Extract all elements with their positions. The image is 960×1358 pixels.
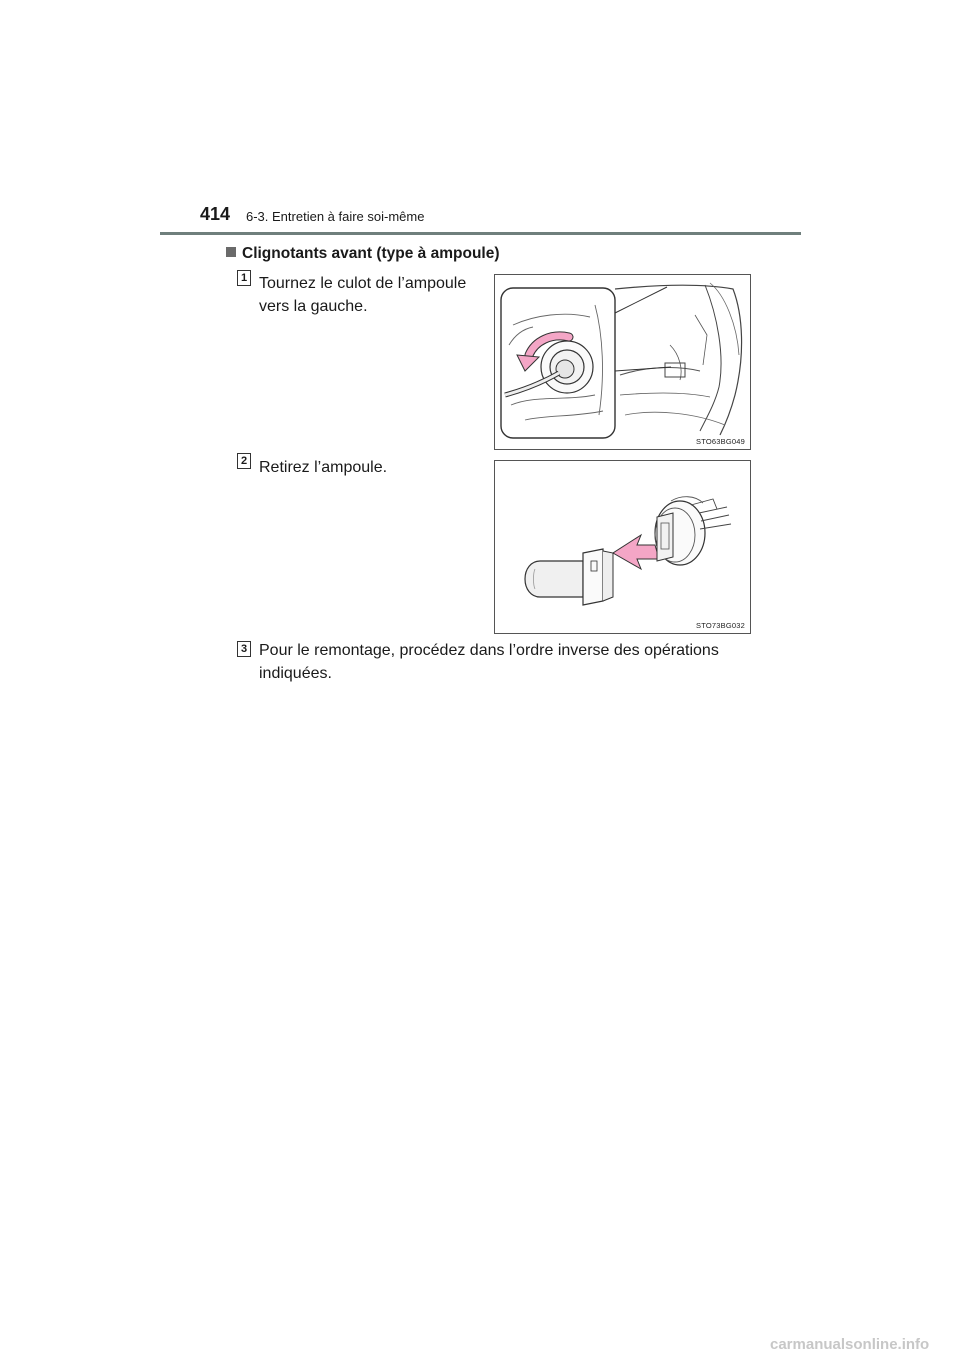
section-title: 6-3. Entretien à faire soi-même xyxy=(246,209,425,224)
square-bullet-icon xyxy=(226,247,236,257)
figure-bulb-socket-rotate xyxy=(494,274,751,450)
step-number-1: 1 xyxy=(237,270,251,286)
page-number: 414 xyxy=(200,204,231,224)
watermark: carmanualsonline.info xyxy=(770,1336,930,1353)
step-2-text: Retirez l’ampoule. xyxy=(259,459,388,476)
step-number-3: 3 xyxy=(237,641,251,657)
figure-bulb-removal xyxy=(494,460,751,634)
subsection-heading xyxy=(226,245,500,263)
headlight-socket-illustration xyxy=(495,275,750,449)
figure-code: STO63BG049 xyxy=(696,437,745,446)
header-rule xyxy=(160,232,801,235)
step-1-text: Tournez le culot de l’ampoule vers la gauche. xyxy=(259,275,467,315)
figure-code: STO73BG032 xyxy=(696,621,745,630)
step-3-text: Pour le remontage, procédez dans l’ordre inverse des opérations indiquées. xyxy=(259,642,719,682)
bulb-removal-illustration xyxy=(495,461,750,633)
heading-text: Clignotants avant (type à ampoule) xyxy=(242,245,500,262)
step-number-2: 2 xyxy=(237,453,251,469)
